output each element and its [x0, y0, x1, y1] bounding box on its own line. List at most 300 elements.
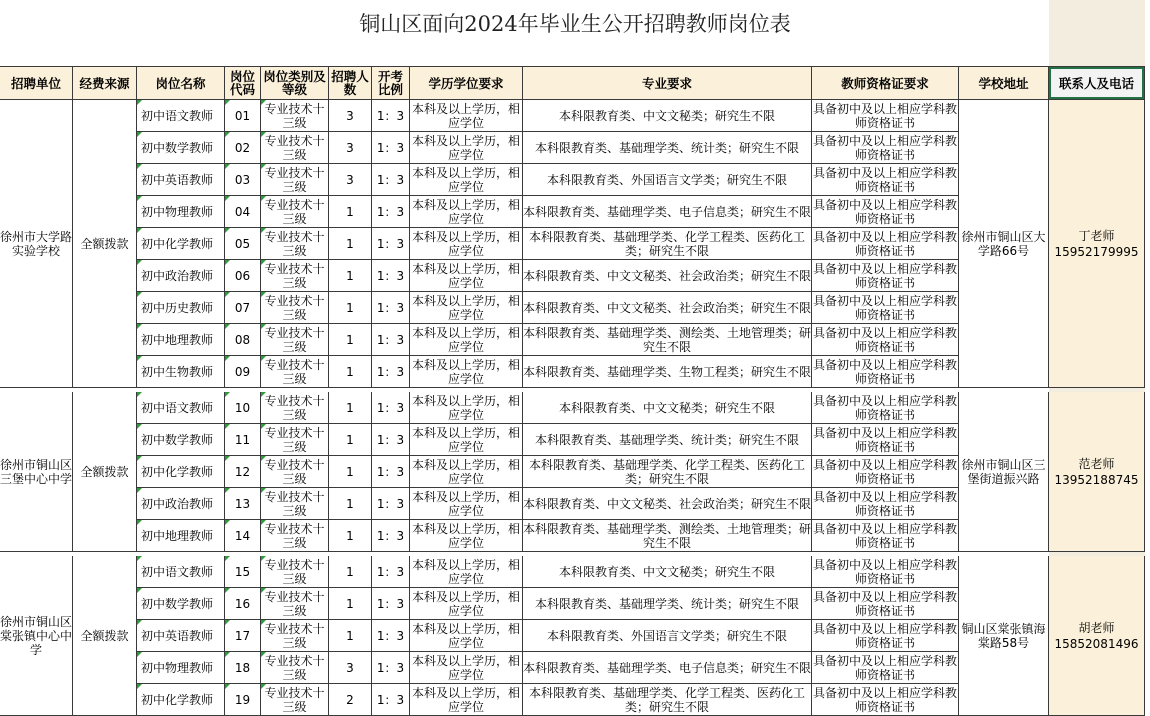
cell-certificate[interactable] — [812, 164, 959, 196]
cell-position-text: 初中数学教师 — [141, 596, 214, 611]
cell-education[interactable] — [410, 132, 523, 164]
cell-ratio-text: 1：3 — [376, 432, 405, 447]
cell-count[interactable] — [329, 588, 372, 620]
header-position-text: 岗位名称 — [155, 75, 206, 91]
cell-major-text: 本科限教育类、基础理学类、测绘类、土地管理类；研究生不限 — [523, 521, 812, 550]
cell-category[interactable] — [261, 488, 329, 520]
cell-certificate[interactable] — [812, 392, 959, 424]
cell-certificate[interactable] — [812, 324, 959, 356]
cell-certificate[interactable] — [812, 132, 959, 164]
cell-address-text: 铜山区棠张镇海棠路58号 — [961, 621, 1046, 650]
cell-ratio[interactable] — [372, 620, 410, 652]
cell-education-text: 本科及以上学历，相应学位 — [411, 293, 520, 322]
cell-count[interactable] — [329, 260, 372, 292]
cell-category-text: 专业技术十三级 — [264, 425, 325, 454]
cell-education-text: 本科及以上学历，相应学位 — [411, 521, 520, 550]
cell-ratio-text: 1：3 — [376, 564, 405, 579]
cell-count-text: 3 — [346, 108, 354, 123]
cell-count-text: 1 — [346, 364, 354, 379]
cell-position[interactable] — [137, 588, 225, 620]
cell-position[interactable] — [137, 520, 225, 552]
header-category-text: 岗位类别及等级 — [263, 69, 326, 97]
cell-certificate-text: 具备初中及以上相应学科教师资格证书 — [812, 229, 957, 258]
cell-count-text: 1 — [346, 400, 354, 415]
cell-position-text: 初中物理教师 — [141, 660, 214, 675]
cell-count[interactable] — [329, 488, 372, 520]
cell-code[interactable] — [225, 356, 261, 388]
cell-code[interactable] — [225, 100, 261, 132]
cell-count[interactable] — [329, 556, 372, 588]
cell-ratio[interactable] — [372, 356, 410, 388]
cell-code[interactable] — [225, 260, 261, 292]
cell-position[interactable] — [137, 292, 225, 324]
cell-position[interactable] — [137, 488, 225, 520]
cell-position[interactable] — [137, 164, 225, 196]
cell-count-text: 1 — [346, 628, 354, 643]
cell-major[interactable] — [523, 132, 812, 164]
cell-position-text: 初中化学教师 — [141, 692, 214, 707]
cell-major[interactable] — [523, 424, 812, 456]
cell-position[interactable] — [137, 100, 225, 132]
cell-certificate[interactable] — [812, 260, 959, 292]
cell-major[interactable] — [523, 520, 812, 552]
cell-count[interactable] — [329, 456, 372, 488]
cell-position-text: 初中历史教师 — [141, 300, 214, 315]
cell-major[interactable] — [523, 588, 812, 620]
cell-certificate[interactable] — [812, 292, 959, 324]
cell-code[interactable] — [225, 196, 261, 228]
header-unit[interactable] — [0, 67, 73, 100]
cell-certificate-text: 具备初中及以上相应学科教师资格证书 — [812, 489, 957, 518]
cell-code-text: 11 — [234, 432, 251, 447]
cell-education[interactable] — [410, 228, 523, 260]
cell-ratio-text: 1：3 — [376, 332, 405, 347]
cell-count[interactable] — [329, 392, 372, 424]
header-address-text: 学校地址 — [978, 75, 1029, 91]
cell-category-text: 专业技术十三级 — [264, 653, 325, 682]
cell-category-text: 专业技术十三级 — [264, 165, 325, 194]
cell-ratio[interactable] — [372, 684, 410, 716]
cell-education[interactable] — [410, 588, 523, 620]
cell-education[interactable] — [410, 260, 523, 292]
cell-position-text: 初中语文教师 — [141, 400, 214, 415]
cell-ratio[interactable] — [372, 164, 410, 196]
cell-certificate-text: 具备初中及以上相应学科教师资格证书 — [812, 197, 957, 226]
cell-education[interactable] — [410, 652, 523, 684]
header-major-text: 专业要求 — [641, 75, 692, 91]
cell-funding[interactable] — [73, 100, 137, 388]
cell-position-text: 初中政治教师 — [141, 268, 214, 283]
cell-count[interactable] — [329, 356, 372, 388]
cell-ratio[interactable] — [372, 556, 410, 588]
cell-certificate-text: 具备初中及以上相应学科教师资格证书 — [812, 521, 957, 550]
cell-unit[interactable] — [0, 392, 73, 552]
cell-code-text: 05 — [234, 236, 251, 251]
header-count-text: 招聘人数 — [331, 69, 369, 97]
cell-certificate[interactable] — [812, 228, 959, 260]
cell-major-text: 本科限教育类、中文文秘类、社会政治类；研究生不限 — [523, 300, 812, 315]
cell-count[interactable] — [329, 100, 372, 132]
cell-major[interactable] — [523, 556, 812, 588]
cell-education[interactable] — [410, 520, 523, 552]
cell-category-text: 专业技术十三级 — [264, 393, 325, 422]
cell-education[interactable] — [410, 196, 523, 228]
cell-code[interactable] — [225, 164, 261, 196]
cell-count-text: 1 — [346, 564, 354, 579]
cell-contact[interactable] — [1049, 556, 1145, 716]
cell-count-text: 3 — [346, 172, 354, 187]
cell-education-text: 本科及以上学历，相应学位 — [411, 685, 520, 714]
cell-major[interactable] — [523, 164, 812, 196]
cell-education[interactable] — [410, 392, 523, 424]
cell-count-text: 1 — [346, 204, 354, 219]
header-education[interactable] — [410, 67, 523, 100]
cell-position[interactable] — [137, 132, 225, 164]
cell-ratio[interactable] — [372, 324, 410, 356]
contact-name: 范老师 — [1078, 456, 1115, 471]
cell-code-text: 06 — [234, 268, 251, 283]
cell-major-text: 本科限教育类、中文文秘类；研究生不限 — [558, 108, 775, 123]
cell-education-text: 本科及以上学历，相应学位 — [411, 457, 520, 486]
contact-name: 丁老师 — [1078, 228, 1115, 243]
cell-count[interactable] — [329, 652, 372, 684]
cell-education[interactable] — [410, 620, 523, 652]
cell-position-text: 初中语文教师 — [141, 564, 214, 579]
cell-ratio[interactable] — [372, 488, 410, 520]
cell-count-text: 3 — [346, 660, 354, 675]
cell-major-text: 本科限教育类、基础理学类、测绘类、土地管理类；研究生不限 — [523, 325, 812, 354]
cell-count-text: 1 — [346, 300, 354, 315]
cell-major[interactable] — [523, 100, 812, 132]
cell-ratio[interactable] — [372, 132, 410, 164]
cell-category[interactable] — [261, 684, 329, 716]
cell-code-text: 18 — [234, 660, 251, 675]
cell-code[interactable] — [225, 292, 261, 324]
cell-education[interactable] — [410, 292, 523, 324]
cell-count[interactable] — [329, 324, 372, 356]
cell-major-text: 本科限教育类、外国语言文学类；研究生不限 — [546, 628, 787, 643]
cell-position[interactable] — [137, 620, 225, 652]
cell-funding-text: 全额拨款 — [80, 628, 129, 643]
cell-count[interactable] — [329, 196, 372, 228]
cell-code[interactable] — [225, 520, 261, 552]
cell-certificate[interactable] — [812, 196, 959, 228]
cell-count-text: 1 — [346, 528, 354, 543]
header-education-text: 学历学位要求 — [428, 75, 504, 91]
cell-major[interactable] — [523, 324, 812, 356]
cell-education-text: 本科及以上学历，相应学位 — [411, 101, 520, 130]
cell-category-text: 专业技术十三级 — [264, 229, 325, 258]
cell-category[interactable] — [261, 392, 329, 424]
cell-education[interactable] — [410, 424, 523, 456]
cell-major-text: 本科限教育类、基础理学类、化学工程类、医药化工类；研究生不限 — [528, 229, 805, 258]
cell-position-text: 初中数学教师 — [141, 140, 214, 155]
cell-count[interactable] — [329, 292, 372, 324]
cell-education-text: 本科及以上学历，相应学位 — [411, 325, 520, 354]
cell-category[interactable] — [261, 196, 329, 228]
cell-ratio[interactable] — [372, 392, 410, 424]
cell-major[interactable] — [523, 620, 812, 652]
cell-education-text: 本科及以上学历，相应学位 — [411, 357, 520, 386]
contact-phone: 15952179995 — [1054, 244, 1139, 259]
cell-category-text: 专业技术十三级 — [264, 293, 325, 322]
cell-major[interactable] — [523, 356, 812, 388]
cell-position[interactable] — [137, 424, 225, 456]
cell-count-text: 1 — [346, 268, 354, 283]
cell-education[interactable] — [410, 324, 523, 356]
cell-position[interactable] — [137, 684, 225, 716]
cell-count-text: 1 — [346, 496, 354, 511]
header-funding[interactable] — [73, 67, 137, 100]
cell-count[interactable] — [329, 228, 372, 260]
cell-education-text: 本科及以上学历，相应学位 — [411, 557, 520, 586]
cell-count[interactable] — [329, 620, 372, 652]
cell-certificate-text: 具备初中及以上相应学科教师资格证书 — [812, 325, 957, 354]
cell-major[interactable] — [523, 260, 812, 292]
cell-major-text: 本科限教育类、中文文秘类；研究生不限 — [558, 564, 775, 579]
cell-code-text: 07 — [234, 300, 251, 315]
cell-certificate[interactable] — [812, 424, 959, 456]
cell-count[interactable] — [329, 164, 372, 196]
cell-ratio[interactable] — [372, 260, 410, 292]
cell-education[interactable] — [410, 100, 523, 132]
cell-code[interactable] — [225, 556, 261, 588]
cell-certificate[interactable] — [812, 456, 959, 488]
cell-major-text: 本科限教育类、基础理学类、生物工程类；研究生不限 — [523, 364, 812, 379]
cell-code[interactable] — [225, 424, 261, 456]
cell-major[interactable] — [523, 392, 812, 424]
cell-ratio[interactable] — [372, 456, 410, 488]
cell-certificate[interactable] — [812, 488, 959, 520]
cell-major[interactable] — [523, 292, 812, 324]
cell-major-text: 本科限教育类、外国语言文学类；研究生不限 — [546, 172, 787, 187]
cell-category[interactable] — [261, 228, 329, 260]
cell-certificate-text: 具备初中及以上相应学科教师资格证书 — [812, 425, 957, 454]
cell-certificate[interactable] — [812, 520, 959, 552]
cell-education[interactable] — [410, 356, 523, 388]
cell-education-text: 本科及以上学历，相应学位 — [411, 589, 520, 618]
cell-certificate-text: 具备初中及以上相应学科教师资格证书 — [812, 685, 957, 714]
cell-position[interactable] — [137, 196, 225, 228]
header-category[interactable] — [261, 67, 329, 100]
cell-ratio[interactable] — [372, 424, 410, 456]
cell-address[interactable] — [959, 100, 1049, 388]
cell-code[interactable] — [225, 324, 261, 356]
cell-category[interactable] — [261, 456, 329, 488]
cell-education-text: 本科及以上学历，相应学位 — [411, 197, 520, 226]
cell-address[interactable] — [959, 556, 1049, 716]
cell-unit[interactable] — [0, 556, 73, 716]
cell-education[interactable] — [410, 684, 523, 716]
cell-major[interactable] — [523, 456, 812, 488]
contact-phone: 13952188745 — [1054, 472, 1139, 487]
cell-category[interactable] — [261, 100, 329, 132]
cell-ratio[interactable] — [372, 588, 410, 620]
cell-certificate[interactable] — [812, 588, 959, 620]
cell-funding-text: 全额拨款 — [80, 236, 129, 251]
header-unit-text: 招聘单位 — [10, 75, 61, 91]
cell-count[interactable] — [329, 684, 372, 716]
contact-block — [1055, 228, 1139, 260]
header-code[interactable] — [225, 67, 261, 100]
cell-education-text: 本科及以上学历，相应学位 — [411, 653, 520, 682]
cell-ratio-text: 1：3 — [376, 268, 405, 283]
cell-unit[interactable] — [0, 100, 73, 388]
cell-position[interactable] — [137, 392, 225, 424]
cell-category[interactable] — [261, 260, 329, 292]
cell-position[interactable] — [137, 556, 225, 588]
cell-code[interactable] — [225, 132, 261, 164]
cell-certificate-text: 具备初中及以上相应学科教师资格证书 — [812, 621, 957, 650]
cell-certificate-text: 具备初中及以上相应学科教师资格证书 — [812, 357, 957, 386]
cell-code[interactable] — [225, 684, 261, 716]
cell-position-text: 初中政治教师 — [141, 496, 214, 511]
cell-major[interactable] — [523, 684, 812, 716]
cell-category[interactable] — [261, 132, 329, 164]
cell-count[interactable] — [329, 424, 372, 456]
header-certificate[interactable] — [812, 67, 959, 100]
cell-position-text: 初中语文教师 — [141, 108, 214, 123]
cell-funding-text: 全额拨款 — [80, 464, 129, 479]
cell-category[interactable] — [261, 520, 329, 552]
cell-category[interactable] — [261, 356, 329, 388]
cell-certificate-text: 具备初中及以上相应学科教师资格证书 — [812, 101, 957, 130]
cell-code-text: 12 — [234, 464, 251, 479]
cell-address[interactable] — [959, 392, 1049, 552]
cell-education[interactable] — [410, 488, 523, 520]
cell-code[interactable] — [225, 392, 261, 424]
cell-certificate[interactable] — [812, 356, 959, 388]
cell-code-text: 15 — [234, 564, 251, 579]
cell-category[interactable] — [261, 588, 329, 620]
header-address[interactable] — [959, 67, 1049, 100]
cell-code[interactable] — [225, 456, 261, 488]
cell-education-text: 本科及以上学历，相应学位 — [411, 489, 520, 518]
cell-certificate[interactable] — [812, 620, 959, 652]
cell-ratio-text: 1：3 — [376, 692, 405, 707]
cell-certificate-text: 具备初中及以上相应学科教师资格证书 — [812, 165, 957, 194]
cell-ratio[interactable] — [372, 652, 410, 684]
cell-category-text: 专业技术十三级 — [264, 261, 325, 290]
cell-certificate-text: 具备初中及以上相应学科教师资格证书 — [812, 653, 957, 682]
cell-education-text: 本科及以上学历，相应学位 — [411, 425, 520, 454]
header-contact[interactable] — [1049, 67, 1145, 100]
cell-certificate[interactable] — [812, 684, 959, 716]
header-major[interactable] — [523, 67, 812, 100]
cell-count[interactable] — [329, 132, 372, 164]
cell-major-text: 本科限教育类、基础理学类、统计类；研究生不限 — [534, 140, 799, 155]
cell-funding[interactable] — [73, 392, 137, 552]
header-position[interactable] — [137, 67, 225, 100]
cell-count-text: 1 — [346, 432, 354, 447]
cell-certificate[interactable] — [812, 100, 959, 132]
cell-ratio[interactable] — [372, 520, 410, 552]
cell-category[interactable] — [261, 324, 329, 356]
header-code-text: 岗位代码 — [229, 69, 255, 97]
cell-position-text: 初中英语教师 — [141, 172, 214, 187]
cell-ratio[interactable] — [372, 100, 410, 132]
cell-major-text: 本科限教育类、基础理学类、化学工程类、医药化工类；研究生不限 — [528, 457, 805, 486]
cell-category[interactable] — [261, 292, 329, 324]
cell-position[interactable] — [137, 356, 225, 388]
contact-phone: 15852081496 — [1054, 636, 1139, 651]
cell-ratio-text: 1：3 — [376, 172, 405, 187]
header-contact-text: 联系人及电话 — [1058, 75, 1134, 91]
cell-code-text: 17 — [234, 628, 251, 643]
cell-code[interactable] — [225, 228, 261, 260]
cell-ratio[interactable] — [372, 292, 410, 324]
cell-count-text: 1 — [346, 596, 354, 611]
cell-category[interactable] — [261, 164, 329, 196]
cell-education[interactable] — [410, 164, 523, 196]
cell-position-text: 初中地理教师 — [141, 332, 214, 347]
cell-major[interactable] — [523, 228, 812, 260]
cell-position[interactable] — [137, 652, 225, 684]
cell-certificate[interactable] — [812, 652, 959, 684]
cell-code[interactable] — [225, 588, 261, 620]
cell-funding[interactable] — [73, 556, 137, 716]
cell-position-text: 初中数学教师 — [141, 432, 214, 447]
cell-ratio-text: 1：3 — [376, 660, 405, 675]
cell-category-text: 专业技术十三级 — [264, 101, 325, 130]
cell-category[interactable] — [261, 424, 329, 456]
cell-code-text: 08 — [234, 332, 251, 347]
cell-certificate-text: 具备初中及以上相应学科教师资格证书 — [812, 557, 957, 586]
cell-education-text: 本科及以上学历，相应学位 — [411, 133, 520, 162]
cell-education[interactable] — [410, 456, 523, 488]
cell-position[interactable] — [137, 324, 225, 356]
cell-unit-text: 徐州市大学路实验学校 — [0, 229, 73, 258]
header-count[interactable] — [329, 67, 372, 100]
cell-category-text: 专业技术十三级 — [264, 521, 325, 550]
cell-education-text: 本科及以上学历，相应学位 — [411, 229, 520, 258]
cell-code[interactable] — [225, 652, 261, 684]
cell-position[interactable] — [137, 228, 225, 260]
cell-major[interactable] — [523, 652, 812, 684]
cell-code-text: 10 — [234, 400, 251, 415]
cell-position[interactable] — [137, 456, 225, 488]
cell-major-text: 本科限教育类、基础理学类、统计类；研究生不限 — [534, 596, 799, 611]
cell-category[interactable] — [261, 556, 329, 588]
cell-code-text: 14 — [234, 528, 251, 543]
cell-category[interactable] — [261, 652, 329, 684]
contact-block — [1055, 456, 1139, 488]
header-ratio[interactable] — [372, 67, 410, 100]
cell-category-text: 专业技术十三级 — [264, 325, 325, 354]
cell-code-text: 04 — [234, 204, 251, 219]
cell-contact[interactable] — [1049, 392, 1145, 552]
cell-position[interactable] — [137, 260, 225, 292]
cell-ratio[interactable] — [372, 228, 410, 260]
cell-category-text: 专业技术十三级 — [264, 357, 325, 386]
cell-major[interactable] — [523, 488, 812, 520]
cell-category-text: 专业技术十三级 — [264, 489, 325, 518]
cell-certificate[interactable] — [812, 556, 959, 588]
cell-position-text: 初中化学教师 — [141, 236, 214, 251]
cell-contact[interactable] — [1049, 100, 1145, 388]
cell-education-text: 本科及以上学历，相应学位 — [411, 393, 520, 422]
cell-ratio-text: 1：3 — [376, 108, 405, 123]
cell-count[interactable] — [329, 520, 372, 552]
cell-education[interactable] — [410, 556, 523, 588]
header-ratio-text: 开考比例 — [377, 69, 403, 97]
cell-code[interactable] — [225, 488, 261, 520]
cell-code[interactable] — [225, 620, 261, 652]
cell-ratio[interactable] — [372, 196, 410, 228]
cell-major[interactable] — [523, 196, 812, 228]
cell-count-text: 1 — [346, 332, 354, 347]
cell-category[interactable] — [261, 620, 329, 652]
